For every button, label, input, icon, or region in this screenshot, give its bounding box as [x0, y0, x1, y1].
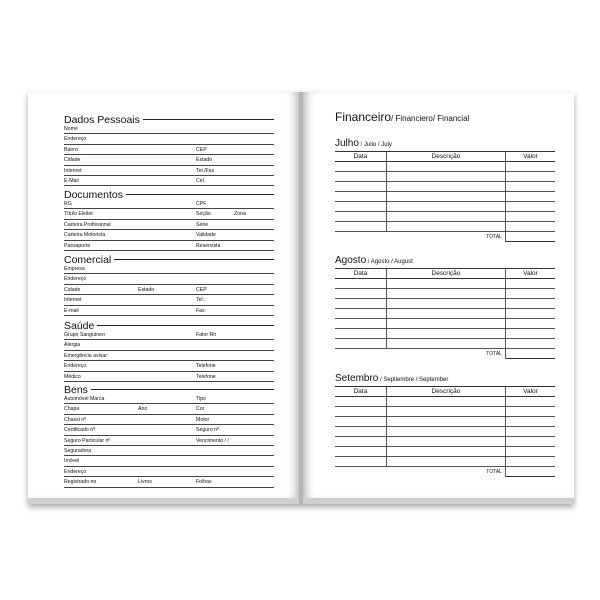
ledger-cell[interactable] [505, 437, 555, 447]
section-title-text: Documentos [64, 189, 126, 201]
field-label: Médico [64, 373, 81, 380]
ledger-cell[interactable] [335, 172, 386, 182]
form-line[interactable] [64, 456, 274, 466]
ledger-cell[interactable] [335, 202, 386, 212]
ledger-cell[interactable] [505, 279, 555, 289]
section-title-comercial [64, 250, 274, 264]
field-label: Vencimento / / [196, 437, 229, 444]
section-title-text: Bens [64, 384, 91, 396]
form-line[interactable] [64, 477, 274, 487]
month-julho [335, 138, 555, 242]
ledger-cell[interactable] [505, 397, 555, 407]
ledger-cell[interactable] [335, 329, 386, 339]
ledger-row[interactable] [335, 457, 555, 467]
field-label: Empresa [64, 266, 85, 272]
ledger-column-header: Data [335, 269, 386, 279]
field-label: Estado [138, 286, 155, 293]
ledger-row[interactable] [335, 329, 555, 339]
field-label: Automóvel Marca [64, 396, 105, 402]
ledger-cell[interactable] [335, 162, 386, 172]
form-line[interactable] [64, 145, 274, 155]
ledger-cell[interactable] [505, 172, 555, 182]
field-label: Fator Rh [196, 332, 217, 338]
field-label: Grupo Sanguíneo [64, 332, 105, 338]
ledger-total-value[interactable] [505, 349, 555, 359]
form-line[interactable] [64, 230, 274, 240]
field-label: CPF [196, 201, 207, 207]
section-comercial [64, 250, 274, 316]
month-name: Agosto [335, 255, 367, 266]
section-title-text: Dados Pessoais [64, 114, 143, 126]
ledger-row[interactable] [335, 222, 555, 232]
field-label: Carteira Profissional [64, 221, 111, 228]
ledger-row[interactable] [335, 427, 555, 437]
field-label: Chassi nº [64, 416, 87, 423]
month-title [335, 373, 555, 387]
field-label: Motor [196, 416, 210, 423]
field-label: Endereço [64, 363, 87, 370]
field-label: E-Mail [64, 177, 79, 184]
ledger-row[interactable] [335, 202, 555, 212]
month-name-translations: / Septiembre / September [378, 377, 449, 383]
ledger-cell[interactable] [386, 192, 505, 202]
ledger-column-header: Data [335, 387, 386, 397]
ledger-cell[interactable] [505, 427, 555, 437]
month-name: Setembro [335, 373, 379, 384]
form-line[interactable] [64, 134, 274, 144]
ledger-cell[interactable] [335, 309, 386, 319]
field-label: Título Eleitor [64, 211, 94, 218]
field-label: Telefone [196, 363, 216, 370]
field-label: Folhas [196, 479, 212, 486]
ledger-column-header: Valor [505, 387, 555, 397]
field-label: Alergia [64, 342, 81, 349]
field-label: Telefone [196, 373, 216, 380]
ledger-cell[interactable] [505, 222, 555, 232]
ledger-cell[interactable] [335, 339, 386, 349]
field-label: Tipo [196, 396, 206, 402]
financeiro-title-sub: / Financiero/ Financial [391, 114, 470, 123]
ledger-cell[interactable] [505, 329, 555, 339]
field-label: Endereço [64, 136, 87, 143]
month-title [335, 138, 555, 152]
form-line[interactable] [64, 404, 274, 414]
month-name: Julho [335, 138, 359, 149]
field-label: Tel./Fax [196, 167, 215, 174]
ledger-cell[interactable] [386, 279, 505, 289]
ledger-cell[interactable] [505, 447, 555, 457]
field-label: Seguradora [64, 447, 92, 454]
ledger-row[interactable] [335, 319, 555, 329]
ledger-cell[interactable] [335, 437, 386, 447]
ledger-cell[interactable] [386, 182, 505, 192]
ledger-total-value[interactable] [505, 232, 555, 242]
month-setembro [335, 373, 555, 477]
field-label: Internet [64, 297, 82, 304]
field-label: Endereço [64, 468, 87, 475]
form-line[interactable] [64, 436, 274, 446]
ledger-table [335, 269, 555, 359]
financeiro-title-main: Financeiro [335, 110, 392, 124]
field-label: Nome [64, 126, 78, 132]
ledger-total-label: TOTAL [386, 349, 505, 359]
ledger-cell[interactable] [386, 289, 505, 299]
field-label: Cor [196, 406, 205, 413]
ledger-cell[interactable] [335, 182, 386, 192]
field-label: Ano [138, 406, 148, 413]
ledger-cell[interactable] [386, 427, 505, 437]
ledger-total-value[interactable] [505, 467, 555, 477]
ledger-row[interactable] [335, 212, 555, 222]
ledger-cell[interactable] [335, 222, 386, 232]
section-title-text: Comercial [64, 254, 114, 266]
field-label: Livros [138, 479, 152, 486]
section-title-text: Saúde [64, 320, 97, 332]
ledger-cell[interactable] [386, 417, 505, 427]
ledger-cell[interactable] [386, 329, 505, 339]
ledger-row[interactable] [335, 172, 555, 182]
field-label: Registrado no [64, 479, 97, 486]
section-documentos [64, 185, 274, 251]
ledger-cell[interactable] [335, 447, 386, 457]
ledger-cell[interactable] [335, 457, 386, 467]
ledger-cell[interactable] [386, 447, 505, 457]
ledger-cell[interactable] [505, 339, 555, 349]
ledger-row[interactable] [335, 437, 555, 447]
ledger-cell[interactable] [505, 202, 555, 212]
ledger-total-spacer [335, 467, 386, 477]
form-line[interactable] [64, 155, 274, 165]
section-title-saude [64, 316, 274, 330]
field-label: Série [196, 221, 209, 228]
right-page-financeiro [303, 92, 574, 498]
field-label: Imóvel [64, 458, 80, 465]
form-line[interactable] [64, 285, 274, 295]
ledger-total-row [335, 232, 555, 242]
field-label: CEP [196, 286, 207, 293]
field-label: Tel.: [196, 297, 206, 304]
field-label: Fax: [196, 307, 207, 314]
field-label: Carteira Motorista [64, 232, 106, 239]
field-label: Seção [196, 211, 211, 218]
month-name-translations: / Julio / July [358, 142, 392, 148]
field-label: Cel. [196, 177, 206, 184]
ledger-cell[interactable] [386, 202, 505, 212]
ledger-row[interactable] [335, 299, 555, 309]
ledger-cell[interactable] [505, 212, 555, 222]
ledger-column-header: Descrição [386, 387, 505, 397]
ledger-cell[interactable] [386, 437, 505, 447]
ledger-cell[interactable] [386, 407, 505, 417]
field-label: Cidade [64, 286, 81, 293]
form-line[interactable] [64, 415, 274, 425]
field-label: Endereço [64, 276, 87, 283]
form-line[interactable] [64, 394, 274, 404]
ledger-row[interactable] [335, 417, 555, 427]
field-label: E-mail [64, 307, 79, 314]
ledger-cell[interactable] [386, 212, 505, 222]
ledger-cell[interactable] [505, 289, 555, 299]
ledger-cell[interactable] [335, 299, 386, 309]
field-label: CEP [196, 146, 207, 153]
ledger-row[interactable] [335, 192, 555, 202]
ledger-column-header: Valor [505, 152, 555, 162]
field-label: Validade [196, 232, 216, 239]
form-line[interactable] [64, 425, 274, 435]
ledger-cell[interactable] [386, 162, 505, 172]
ledger-row[interactable] [335, 447, 555, 457]
form-line[interactable] [64, 295, 274, 305]
ledger-cell[interactable] [386, 222, 505, 232]
ledger-row[interactable] [335, 289, 555, 299]
form-line[interactable] [64, 209, 274, 219]
ledger-cell[interactable] [335, 319, 386, 329]
ledger-cell[interactable] [386, 319, 505, 329]
ledger-total-label: TOTAL [386, 467, 505, 477]
field-label: Estado [196, 157, 213, 164]
ledger-cell[interactable] [505, 319, 555, 329]
ledger-cell[interactable] [505, 182, 555, 192]
ledger-row[interactable] [335, 182, 555, 192]
field-label: Chapa [64, 406, 80, 413]
ledger-cell[interactable] [505, 457, 555, 467]
left-page-personal-data [28, 92, 299, 498]
ledger-total-spacer [335, 232, 386, 242]
ledger-table [335, 152, 555, 242]
ledger-column-header: Valor [505, 269, 555, 279]
section-title-bens [64, 380, 274, 394]
month-name-translations: / Agosto / August [366, 259, 413, 265]
ledger-cell[interactable] [335, 417, 386, 427]
field-label: Certificado nº [64, 427, 96, 434]
ledger-total-row [335, 467, 555, 477]
ledger-table [335, 387, 555, 477]
ledger-cell[interactable] [335, 212, 386, 222]
ledger-cell[interactable] [386, 339, 505, 349]
form-line[interactable] [64, 274, 274, 284]
ledger-cell[interactable] [335, 279, 386, 289]
field-label: Emergência avisar: [64, 352, 109, 359]
month-agosto [335, 255, 555, 359]
ledger-row[interactable] [335, 407, 555, 417]
ledger-row[interactable] [335, 339, 555, 349]
form-line[interactable] [64, 340, 274, 350]
form-line[interactable] [64, 361, 274, 371]
financeiro-title [335, 110, 469, 124]
ledger-cell[interactable] [386, 172, 505, 182]
section-title-pessoais [64, 110, 274, 124]
ledger-cell[interactable] [335, 397, 386, 407]
form-line[interactable] [64, 467, 274, 477]
ledger-cell[interactable] [335, 289, 386, 299]
field-label: Seguro nº [196, 427, 219, 434]
field-label: Bairro [64, 146, 78, 153]
ledger-cell[interactable] [335, 407, 386, 417]
ledger-total-spacer [335, 349, 386, 359]
field-label: Passaporte [64, 242, 91, 249]
form-line[interactable] [64, 351, 274, 361]
ledger-column-header: Descrição [386, 152, 505, 162]
ledger-cell[interactable] [505, 192, 555, 202]
ledger-cell[interactable] [335, 192, 386, 202]
ledger-cell[interactable] [505, 162, 555, 172]
ledger-cell[interactable] [386, 299, 505, 309]
section-title-documentos [64, 185, 274, 199]
ledger-cell[interactable] [335, 427, 386, 437]
section-bens [64, 380, 274, 488]
ledger-cell[interactable] [505, 407, 555, 417]
ledger-total-row [335, 349, 555, 359]
month-title [335, 255, 555, 269]
ledger-cell[interactable] [505, 309, 555, 319]
field-label: RG [64, 201, 72, 207]
ledger-row[interactable] [335, 309, 555, 319]
ledger-cell[interactable] [505, 299, 555, 309]
form-line[interactable] [64, 220, 274, 230]
ledger-row[interactable] [335, 397, 555, 407]
ledger-column-header: Descrição [386, 269, 505, 279]
ledger-column-header: Data [335, 152, 386, 162]
ledger-cell[interactable] [386, 309, 505, 319]
field-label: Internet [64, 167, 82, 174]
ledger-total-label: TOTAL [386, 232, 505, 242]
form-line[interactable] [64, 306, 274, 316]
open-planner-book [28, 92, 574, 504]
ledger-row[interactable] [335, 162, 555, 172]
ledger-cell[interactable] [386, 397, 505, 407]
ledger-cell[interactable] [505, 417, 555, 427]
form-line[interactable] [64, 166, 274, 176]
field-label: Reservista [196, 242, 221, 249]
section-dados-pessoais [64, 110, 274, 186]
field-label: Seguro Particular nº [64, 437, 111, 444]
field-label: Cidade [64, 157, 81, 164]
ledger-cell[interactable] [386, 457, 505, 467]
form-line[interactable] [64, 446, 274, 456]
ledger-row[interactable] [335, 279, 555, 289]
section-saude [64, 316, 274, 382]
field-label: Zona [234, 211, 246, 218]
